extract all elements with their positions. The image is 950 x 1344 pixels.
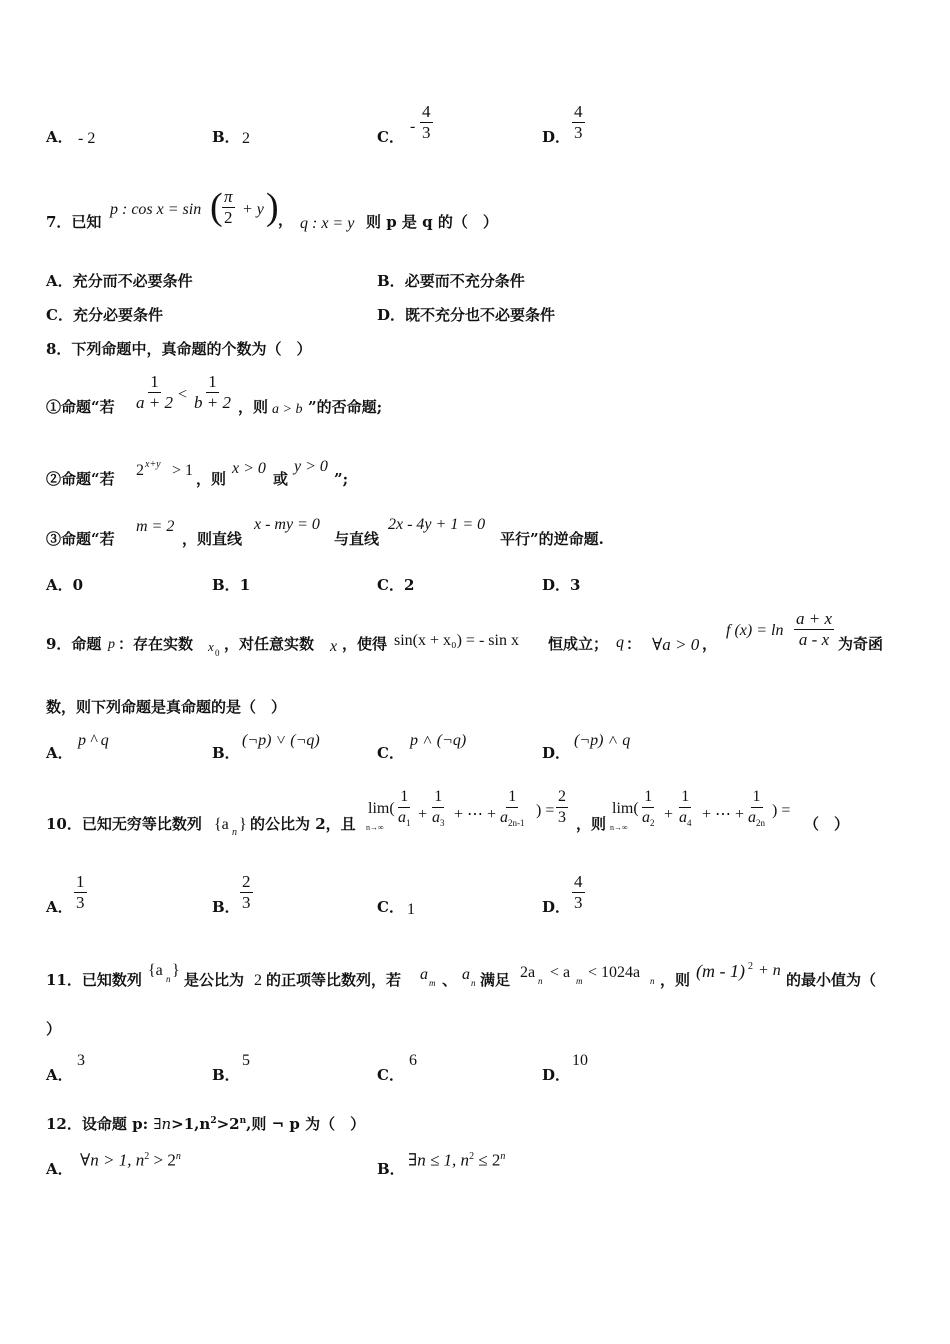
q11-am: a [420, 966, 428, 983]
q7-option-b-label: B． [377, 272, 405, 290]
q11-expr2: + n [758, 962, 781, 979]
q9-stem [0, 608, 950, 668]
q6-option-d-den: 3 [574, 123, 583, 142]
q10-a4-den-sub: 4 [687, 818, 692, 829]
q6-option-a-label: A． [46, 128, 73, 146]
q11-an-sub: n [471, 978, 476, 988]
q10-a2n-num: 1 [751, 787, 763, 808]
q9-option-b-expr: (¬p) ˅ (¬q) [242, 732, 320, 749]
q10-plus-2: + [664, 806, 674, 823]
q10-a3-den [430, 808, 447, 833]
q9-option-c-expr: p ˄ (¬q) [410, 732, 467, 749]
q10-a2n-den [746, 808, 767, 833]
q11-stem [0, 958, 950, 998]
q12-stem-e: ,则 ¬ p 为（ ） [246, 1115, 366, 1133]
q7-option-d-label: D． [377, 306, 406, 324]
q8-item1-prefix: ①命题“若 [46, 398, 115, 416]
q6-option-d-num: 4 [574, 102, 583, 121]
q8-item3-line2: 2x - 4y + 1 = 0 [388, 516, 486, 533]
q7-option-d [377, 306, 555, 324]
q11-option-c-label: C． [377, 1066, 404, 1084]
q10-dots-2: + ⋯ + [702, 806, 745, 823]
q10-an-den [498, 808, 527, 833]
q8-option-d-label: D． [542, 576, 571, 594]
q10-option-b-num: 2 [242, 872, 251, 891]
q10-t1: 10．已知无穷等比数列 [46, 815, 202, 833]
q7-option-a-label: A． [46, 272, 73, 290]
q10-option-b-fraction [240, 872, 253, 913]
q10-t2: 的公比为 2，且 [250, 815, 356, 833]
q11-option-a-value: 3 [77, 1052, 85, 1069]
q11-ineq-c: < 1024a [588, 964, 641, 981]
q9-x: x [330, 638, 338, 655]
q10-lim1-sub: n→∞ [366, 823, 384, 832]
q7-option-b [377, 272, 525, 290]
q12-stem-sup1: 2 [210, 1116, 217, 1126]
q8-item2-c2: y > 0 [294, 458, 328, 475]
q6-option-d-label: D． [542, 128, 571, 146]
q11-two: 2 [254, 972, 262, 989]
q8-option-d [542, 576, 580, 594]
q8-item1-fraction-1 [134, 372, 175, 413]
q7-pi-fraction [222, 187, 235, 228]
q6-option-c-fraction [420, 102, 433, 143]
q11-line2: ） [46, 1020, 62, 1038]
q10-ratio-num: 2 [556, 787, 568, 808]
q8-item-1 [0, 370, 950, 420]
q9-option-a-label: A． [46, 744, 73, 762]
q9-t7: 为奇函 [838, 635, 884, 653]
q8-option-a [46, 576, 83, 594]
q12-stem-text [46, 1112, 365, 1133]
q6-option-c-num: 4 [422, 102, 431, 121]
q7-paren-left: ( [210, 186, 223, 228]
q12-stem-b: ∃n [153, 1115, 172, 1133]
q10-lim2: lim( [612, 800, 639, 817]
q11-ineq-sub1: n [538, 976, 543, 986]
q9-t1: ：存在实数 [118, 635, 194, 653]
q10-a2-num: 1 [642, 787, 654, 808]
q9-eq: sin(x + x₀) = - sin x [394, 632, 519, 649]
q8-item3-suffix: 平行”的逆命题. [500, 530, 604, 548]
q9-fx: f (x) = ln [726, 622, 784, 639]
q9-t3: ，使得 [342, 635, 388, 653]
q8-item1-f1-den: a + 2 [136, 393, 173, 412]
q10-a3-den-sub: 3 [440, 818, 445, 829]
q10-ratio-den: 3 [558, 809, 566, 826]
q8-option-b [212, 576, 250, 594]
q7-option-c [46, 306, 163, 324]
q10-frac-a2n [746, 787, 767, 833]
q8-item2-prefix: ②命题“若 [46, 470, 115, 488]
q9-x0-sub: 0 [215, 648, 220, 658]
q9-t2: ，对任意实数 [224, 635, 315, 653]
q12-option-a-expr-1: ∀n > 1, n [80, 1150, 145, 1170]
q10-ratio-fraction [556, 787, 568, 828]
q8-item1-suffix: ”的否命题; [308, 398, 383, 416]
q10-option-a-label: A． [46, 898, 73, 916]
q10-option-d-fraction [572, 872, 585, 913]
q11-ineq-sub2: m [576, 976, 583, 986]
q7-p-suffix: + y [242, 201, 264, 218]
q10-a2n-den-sub: 2n [756, 818, 765, 829]
q10-dots-1: + ⋯ + [454, 806, 497, 823]
q7-option-a-text: 充分而不必要条件 [72, 272, 193, 290]
q8-stem-text: 8．下列命题中，真命题的个数为（ ） [46, 340, 312, 358]
q11-t5: 满足 [480, 971, 511, 989]
q11-seq-sub: n [166, 974, 171, 984]
q10-frac-a3 [430, 787, 447, 833]
q11-option-d-value: 10 [572, 1052, 588, 1069]
q12-stem-d: >2 [216, 1115, 240, 1133]
q8-option-a-label: A． [46, 576, 73, 594]
q6-option-c-sign: - [410, 118, 416, 135]
q6-option-a-value: - 2 [78, 130, 96, 147]
q11-seq-close: } [172, 962, 180, 979]
q10-option-d-den: 3 [574, 893, 583, 912]
q10-an-den-a: a [500, 809, 508, 826]
q9-f-fraction [794, 609, 834, 650]
q9-option-d-expr: (¬p) ˄ q [574, 732, 631, 749]
q10-a4-num: 1 [679, 787, 691, 808]
q8-option-c-label: C． [377, 576, 404, 594]
q11-expr: (m - 1) [696, 961, 745, 981]
q12-stem-sup2: n [239, 1116, 247, 1126]
q7-stem [0, 185, 950, 240]
q10-option-b-den: 3 [242, 893, 251, 912]
q10-t4: （ ） [804, 815, 850, 833]
q11-t3: 的正项等比数列，若 [266, 971, 402, 989]
q10-a2n-den-a: a [748, 809, 756, 826]
q11-t1: 11．已知数列 [46, 971, 142, 989]
q11-option-c-value: 6 [409, 1052, 417, 1069]
q7-option-d-text: 既不充分也不必要条件 [405, 306, 556, 324]
q10-option-d-num: 4 [574, 872, 583, 891]
q9-option-b-label: B． [212, 744, 240, 762]
q10-a2-den-a: a [642, 809, 650, 826]
q7-p-prefix: p : cos x = sin [110, 201, 202, 218]
q9-f-num: a + x [796, 609, 833, 628]
q7-q-expr: q : x = y [300, 215, 355, 232]
q11-option-d-label: D． [542, 1066, 571, 1084]
q10-frac-an [498, 787, 527, 833]
q8-item1-mid: ，则 [238, 398, 269, 416]
q6-option-b-label: B． [212, 128, 240, 146]
q11-options [0, 1048, 950, 1088]
q6-option-c-den: 3 [422, 123, 431, 142]
q10-frac-a4 [677, 787, 694, 833]
q9-t6: ， [702, 635, 718, 653]
q11-option-a-label: A． [46, 1066, 73, 1084]
q7-comma: ， [278, 211, 294, 229]
q8-item1-cond: a > b [272, 402, 303, 417]
q10-an-num: 1 [506, 787, 518, 808]
q12-options [0, 1144, 950, 1184]
q9-n: 9．命题 [46, 635, 102, 653]
q10-seq: {a [214, 816, 229, 833]
q12-option-a-expr [80, 1148, 181, 1170]
q7-option-b-text: 必要而不充分条件 [404, 272, 525, 290]
q9-forall: ∀a > 0 [652, 635, 700, 654]
q9-t5: ： [626, 635, 642, 653]
q8-item2-c1: x > 0 [232, 460, 266, 477]
q8-item2-or: 或 [273, 470, 289, 488]
q8-item2-base: 2 [136, 462, 144, 479]
q10-a3-den-a: a [432, 809, 440, 826]
q9-p: p [108, 637, 115, 652]
q12-option-b-label: B． [377, 1160, 405, 1178]
q8-option-c [377, 576, 414, 594]
q10-a2-den-sub: 2 [650, 818, 655, 829]
q9-option-c-label: C． [377, 744, 404, 762]
q10-a1-num: 1 [398, 787, 410, 808]
q6-option-b-value: 2 [242, 130, 250, 147]
q11-ineq-b: < a [550, 964, 571, 981]
q10-a3-num: 1 [432, 787, 444, 808]
q10-a1-den [396, 808, 413, 833]
q8-option-c-value: 2 [403, 576, 415, 594]
q11-am-sub: m [429, 978, 436, 988]
q8-item1-f2-num: 1 [208, 372, 217, 391]
q11-ineq-a: 2a [520, 964, 536, 981]
q12-option-a-label: A． [46, 1160, 73, 1178]
q8-item-2 [0, 454, 950, 494]
q10-option-c-label: C． [377, 898, 404, 916]
q12-option-a-expr-2: > 2 [149, 1150, 176, 1170]
q11-t4: 、 [442, 971, 458, 989]
q10-option-c-value: 1 [407, 901, 415, 918]
q7-option-c-text: 充分必要条件 [72, 306, 163, 324]
q8-item1-lt: < [178, 386, 188, 403]
q10-plus-1: + [418, 806, 428, 823]
q12-option-b-sup1: 2 [469, 1151, 475, 1162]
q8-option-b-value: 1 [239, 576, 251, 594]
q7-pi-num: π [224, 187, 233, 206]
q12-stem-a: 12．设命题 p: [46, 1115, 154, 1133]
q10-a1-den-sub: 1 [406, 818, 411, 829]
q10-option-a-den: 3 [76, 893, 85, 912]
q11-t7: 的最小值为（ [786, 971, 877, 989]
q12-option-a-sup1: 2 [144, 1151, 150, 1162]
q10-frac-a2 [640, 787, 657, 833]
q8-item3-line1: x - my = 0 [254, 516, 320, 533]
q11-t6: ，则 [660, 971, 691, 989]
q11-t2: 是公比为 [184, 971, 245, 989]
q8-item2-mid: ，则 [196, 470, 227, 488]
q7-number: 7．已知 [46, 213, 102, 231]
q11-seq: {a [148, 962, 163, 979]
q8-item2-gt: > 1 [172, 462, 194, 479]
q8-item2-suffix: ”; [334, 470, 349, 488]
q8-option-a-value: 0 [72, 576, 84, 594]
q9-options [0, 728, 950, 768]
q8-item-3 [0, 514, 950, 554]
q10-lim2-sub: n→∞ [610, 823, 628, 832]
q8-item2-sup: x+y [145, 459, 161, 470]
q8-item3-mid2: 与直线 [334, 530, 380, 548]
q10-a1-den-a: a [398, 809, 406, 826]
q11-option-b-value: 5 [242, 1052, 250, 1069]
q6-options [0, 100, 950, 150]
q9-x0: x [208, 639, 214, 654]
q9-line2: 数，则下列命题是真命题的是（ ） [46, 698, 287, 716]
q10-option-b-label: B． [212, 898, 240, 916]
q11-ineq-sub3: n [650, 976, 655, 986]
q9-f-den: a - x [798, 630, 830, 649]
q10-a4-den [677, 808, 694, 833]
q6-option-d-fraction [572, 102, 585, 143]
q8-item1-f2-den: b + 2 [194, 393, 231, 412]
q10-a4-den-a: a [679, 809, 687, 826]
q8-option-b-label: B． [212, 576, 240, 594]
q10-frac-a1 [396, 787, 413, 833]
q8-item3-prefix: ③命题“若 [46, 530, 115, 548]
q10-seq-sub: n [232, 827, 237, 838]
q7-option-c-label: C． [46, 306, 73, 324]
q10-an-den-sub: 2n-1 [508, 818, 525, 829]
q9-t4: 恒成立； [548, 635, 609, 653]
q7-tail: 则 p 是 q 的（ ） [366, 213, 498, 231]
q10-stem [0, 786, 950, 842]
q12-option-b-expr-1: ∃n ≤ 1, n [408, 1150, 470, 1170]
q12-option-a-sup2: n [175, 1151, 181, 1162]
q12-stem-c: >1,n [171, 1115, 211, 1133]
q11-an: a [462, 966, 470, 983]
q10-lim1: lim( [368, 800, 395, 817]
q11-option-b-label: B． [212, 1066, 240, 1084]
q7-paren-right: ) [266, 186, 279, 228]
q10-option-a-fraction [74, 872, 87, 913]
q8-option-d-value: 3 [570, 576, 581, 594]
q10-option-a-num: 1 [76, 872, 85, 891]
q12-option-b-sup2: n [500, 1151, 506, 1162]
q10-option-d-label: D． [542, 898, 571, 916]
q8-item1-f1-num: 1 [150, 372, 159, 391]
q10-close2: ) = [772, 802, 791, 819]
q8-item1-fraction-2 [192, 372, 233, 413]
q10-t3: ，则 [576, 815, 607, 833]
q9-q: q [616, 634, 624, 651]
q7-pi-den: 2 [224, 208, 233, 227]
q12-option-b-expr [408, 1148, 505, 1170]
q7-option-a [46, 272, 193, 290]
q10-options [0, 870, 950, 922]
q8-item3-c1: m = 2 [136, 518, 175, 535]
q10-seq-close: } [239, 816, 247, 833]
q9-option-d-label: D． [542, 744, 571, 762]
q6-option-c-label: C． [377, 128, 404, 146]
q9-option-a-expr: p ^ q [78, 732, 109, 749]
q10-close1: ) = [536, 802, 555, 819]
q11-expr-sup: 2 [748, 961, 753, 972]
q12-option-b-expr-2: ≤ 2 [474, 1150, 501, 1170]
q10-a2-den [640, 808, 657, 833]
q8-item3-mid1: ，则直线 [182, 530, 243, 548]
